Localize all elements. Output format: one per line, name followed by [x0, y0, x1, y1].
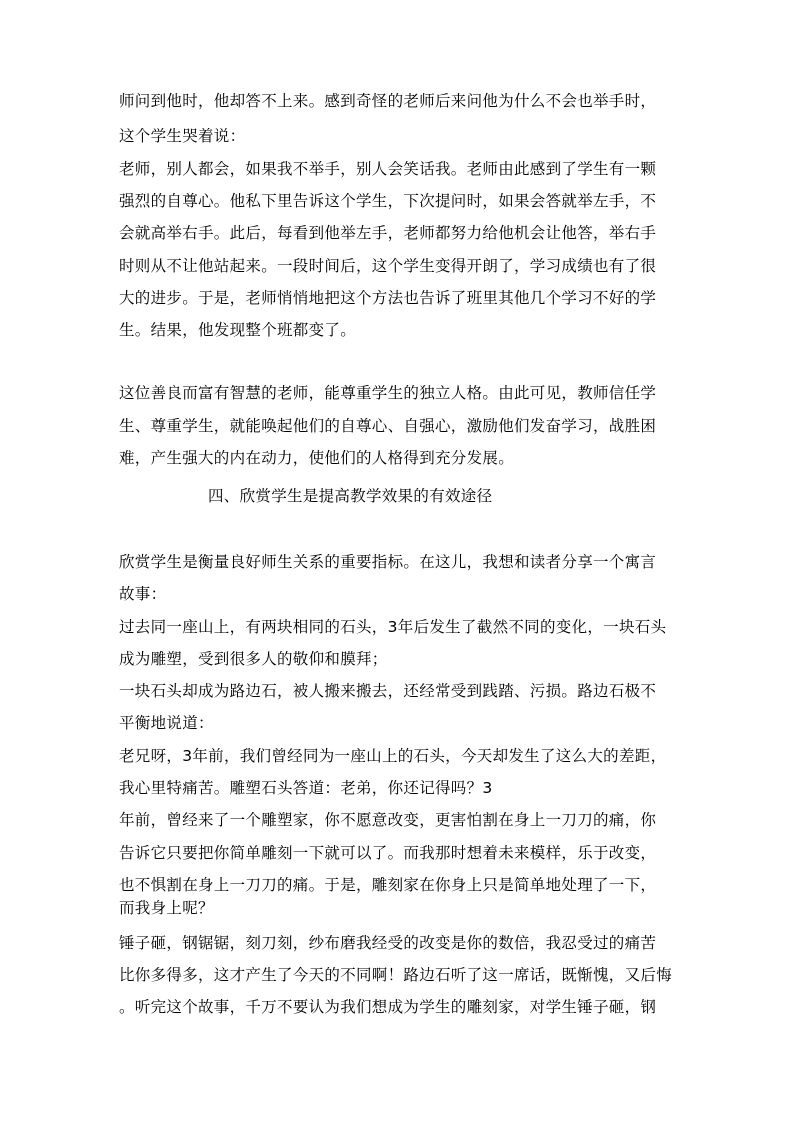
text-line: 难，产生强大的内在动力，使他们的人格得到充分发展。	[119, 449, 515, 467]
text-line: 老兄呀，3年前，我们曾经同为一座山上的石头，今天却发生了这么大的差距，	[119, 747, 667, 765]
text-line: 生、尊重学生，就能唤起他们的自尊心、自强心，激励他们发奋学习，战胜困	[119, 417, 657, 435]
text-line: 年前，曾经来了一个雕塑家，你不愿意改变，更害怕割在身上一刀刀的痛，你	[119, 811, 657, 829]
text-line: 老师，别人都会，如果我不举手，别人会笑话我。老师由此感到了学生有一颗	[119, 160, 657, 178]
text-line: 大的进步。于是，老师悄悄地把这个方法也告诉了班里其他几个学习不好的学	[119, 289, 657, 307]
text-line: 。听完这个故事，千万不要认为我们想成为学生的雕刻家，对学生锤子砸，钢	[119, 998, 657, 1016]
text-line: 时则从不让他站起来。一段时间后，这个学生变得开朗了，学习成绩也有了很	[119, 257, 657, 275]
text-line: 这个学生哭着说：	[119, 127, 246, 145]
text-line: 欣赏学生是衡量良好师生关系的重要指标。在这儿，我想和读者分享一个寓言	[119, 553, 657, 571]
text-line: 故事：	[119, 585, 167, 603]
text-line: 这位善良而富有智慧的老师，能尊重学生的独立人格。由此可见，教师信任学	[119, 384, 657, 402]
text-line: 一块石头却成为路边石，被人搬来搬去，还经常受到践踏、污损。路边石极不	[119, 682, 657, 700]
text-line: 平衡地说道：	[119, 714, 214, 732]
text-line: 而我身上呢？	[119, 899, 214, 917]
text-line: 过去同一座山上，有两块相同的石头，3年后发生了截然不同的变化，一块石头	[119, 618, 667, 636]
text-line: 会就高举右手。此后，每看到他举左手，老师都努力给他机会让他答，举右手	[119, 224, 657, 242]
text-line: 强烈的自尊心。他私下里告诉这个学生，下次提问时，如果会答就举左手，不	[119, 192, 657, 210]
text-line: 锤子砸，钢锯锯，刻刀刻，纱布磨我经受的改变是你的数倍，我忍受过的痛苦	[119, 934, 657, 952]
text-line: 也不惧割在身上一刀刀的痛。于是，雕刻家在你身上只是简单地处理了一下，	[119, 876, 657, 894]
text-line: 告诉它只要把你简单雕刻一下就可以了。而我那时想着未来模样，乐于改变，	[119, 844, 657, 862]
section-heading: 四、欣赏学生是提高教学效果的有效途径	[208, 487, 493, 505]
text-line: 成为雕塑，受到很多人的敬仰和膜拜；	[119, 650, 388, 668]
text-line: 比你多得多，这才产生了今天的不同啊！路边石听了这一席话，既惭愧，又后悔	[119, 966, 673, 984]
text-line: 生。结果，他发现整个班都变了。	[119, 321, 357, 339]
text-line: 师问到他时，他却答不上来。感到奇怪的老师后来问他为什么不会也举手时，	[119, 92, 657, 110]
text-line: 我心里特痛苦。雕塑石头答道：老弟，你还记得吗？3	[119, 779, 493, 797]
